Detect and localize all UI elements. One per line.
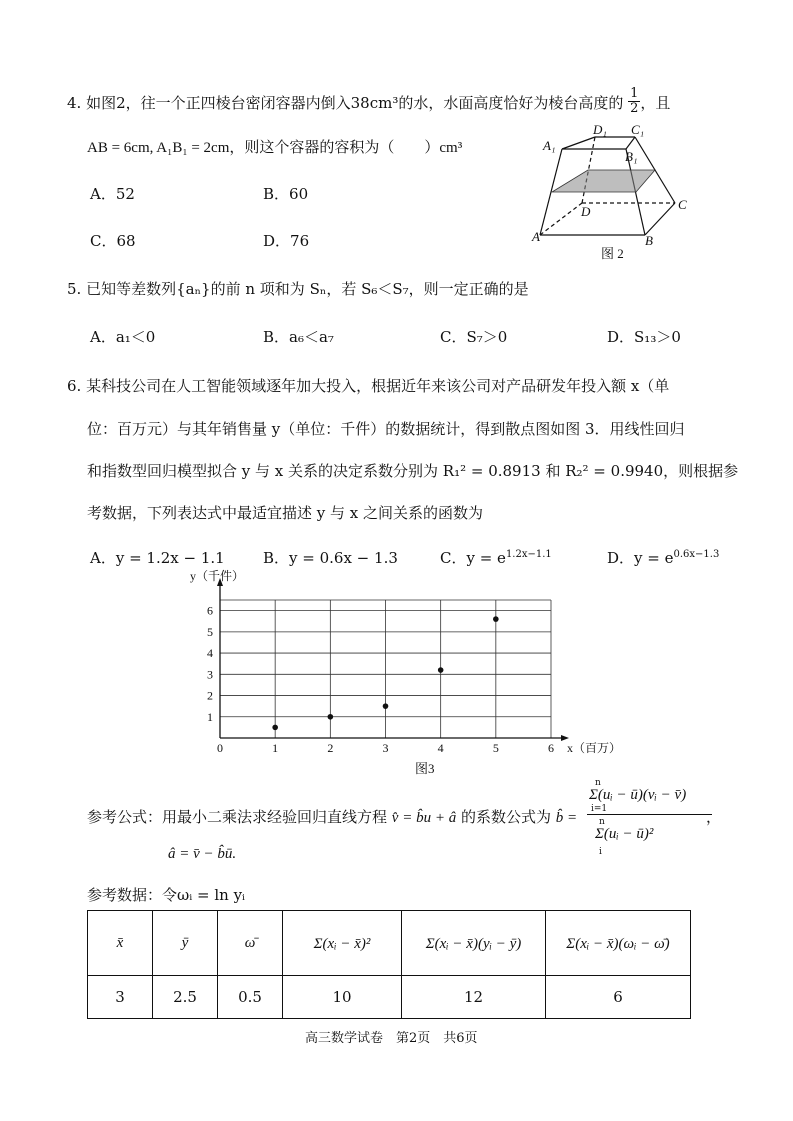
q4-fraction [628,87,640,116]
sum-top-num: n [595,778,601,788]
header-omega-bar: ω̄ [218,911,283,976]
label-a1: A₁ [543,138,556,153]
formula-line1 [87,806,577,827]
q5-option-d: D．S₁₃＞0 [607,328,681,346]
q4-option-c: C．68 [90,232,136,250]
formula-fraction [587,780,712,855]
page-footer: 高三数学试卷 第2页 共6页 [305,1031,478,1046]
table-value-row [88,976,691,1019]
formula-comma: ， [706,808,722,826]
edge-bc [645,203,675,235]
y-tick-label: 5 [207,624,213,639]
frustum-figure [532,122,695,263]
formula-numerator-wrap [587,780,712,812]
value-omega-bar: 0.5 [218,976,283,1019]
q6-line3: 和指数型回归模型拟合 y 与 x 关系的决定系数分别为 R₁² = 0.8913 和 R₂² = 0.9940，则根据参 [87,462,739,480]
y-axis-label: y（千件） [190,569,245,583]
ref-data-label: 参考数据：令ωᵢ = ln yᵢ [87,886,246,904]
data-point [328,714,334,720]
value-sum-xw: 6 [546,976,691,1019]
label-c1: C₁ [631,122,645,137]
data-point [383,703,389,709]
edge-b1c1 [626,137,635,149]
q6-line4: 考数据，下列表达式中最适宜描述 y 与 x 之间关系的函数为 [87,504,484,522]
x-tick-label: 2 [327,741,334,755]
q5-option-c: C．S₇＞0 [440,328,508,346]
q4-option-a: A．52 [90,185,135,203]
value-y-bar: 2.5 [153,976,218,1019]
y-tick-label: 6 [207,603,213,618]
x-tick-label: 3 [382,741,389,755]
header-sum-xy-text: Σ(xᵢ − x̄)(yᵢ − ȳ) [425,935,522,952]
q6-option-b: B．y = 0.6x − 1.3 [263,549,398,567]
q6-option-c-base: C．y = e [440,549,506,567]
data-point [438,667,444,673]
header-sum-xx [283,911,402,976]
y-tick-label: 3 [207,667,213,682]
formula-line2: â = v̄ − b̂ū. [168,846,237,862]
header-sum-xx-text: Σ(xᵢ − x̄)² [313,935,371,952]
q4-text: 4. 如图2，往一个正四棱台密闭容器内倒入38cm³的水，水面高度恰好为棱台高度的 [67,94,624,112]
data-point [493,616,499,622]
q4-line2: AB = 6cm, A₁B₁ = 2cm，则这个容器的容积为（ ）cm³ [87,140,463,156]
table-header-row [88,911,691,976]
q6-option-d-base: D．y = e [607,549,674,567]
formula-label: 参考公式：用最小二乘法求经验回归直线方程 [87,808,388,826]
sum-bottom-num: i=1 [591,804,608,814]
data-point [272,725,278,731]
header-sum-xw [546,911,691,976]
q4-option-d: D．76 [263,232,310,250]
label-c: C [678,197,687,212]
q4-frac-num: 1 [630,85,639,101]
formula-b-hat: b̂ = [555,810,578,826]
label-b: B [645,233,653,248]
figure3-caption: 图3 [415,761,435,776]
q6-option-d-exp: 0.6x−1.3 [673,549,720,560]
header-y-bar: ȳ [153,911,218,976]
x-axis-label: x（百万） [567,741,622,755]
q4-line1 [67,85,671,116]
q4-frac-den: 2 [630,100,639,116]
formula-mid: 的系数公式为 [460,808,551,826]
header-x-bar: x̄ [88,911,153,976]
label-d: D [581,204,591,219]
x-tick-label: 0 [217,741,223,755]
x-tick-label: 4 [437,741,444,755]
q5-text: 5. 已知等差数列{aₙ}的前 n 项和为 Sₙ，若 S₆＜S₇，则一定正确的是 [67,280,529,298]
scatter-chart [185,569,622,778]
edge-a1d1 [562,137,595,149]
formula-eq: v̂ = b̂u + â [391,810,457,826]
label-d1: D₁ [593,122,607,137]
y-tick-label: 1 [207,709,213,724]
label-a: A [532,229,540,244]
sum-bottom-den: i [599,847,602,857]
value-sum-xy: 12 [402,976,546,1019]
q5-option-a: A．a₁＜0 [90,328,156,346]
formula-denominator-wrap [587,815,712,855]
q6-line1: 6. 某科技公司在人工智能领域逐年加大投入，根据近年来该公司对产品研发年投入额 x（单 [67,377,670,395]
x-tick-label: 6 [548,741,554,755]
q6-option-a: A．y = 1.2x − 1.1 [90,549,225,567]
label-b1: B₁ [625,149,638,164]
value-x-bar: 3 [88,976,153,1019]
q6-option-c-exp: 1.2x−1.1 [505,549,552,560]
formula-numerator: Σ(uᵢ − ū)(vᵢ − v̄) [589,787,687,803]
x-tick-label: 5 [492,741,499,755]
q6-option-c [440,547,552,568]
header-sum-xy [402,911,546,976]
formula-denominator: Σ(uᵢ − ū)² [595,826,654,842]
figure2-caption: 图 2 [601,246,624,261]
q4-option-b: B．60 [263,185,309,203]
y-tick-label: 2 [207,688,213,703]
header-sum-xw-text: Σ(xᵢ − x̄)(ωᵢ − ω̄) [566,935,670,952]
reference-data-table [87,910,691,1019]
sum-top-den: n [599,817,605,827]
value-sum-xx: 10 [283,976,402,1019]
q6-option-d [607,547,719,568]
q5-option-b: B．a₆＜a₇ [263,328,334,346]
q6-line2: 位：百万元）与其年销售量 y（单位：千件）的数据统计，得到散点图如图 3．用线性回归 [87,420,685,438]
x-tick-label: 1 [272,741,279,755]
y-tick-label: 4 [207,646,213,661]
edge-ad [540,203,582,235]
q4-line1-end: ，且 [640,94,671,112]
water-surface [552,170,655,192]
